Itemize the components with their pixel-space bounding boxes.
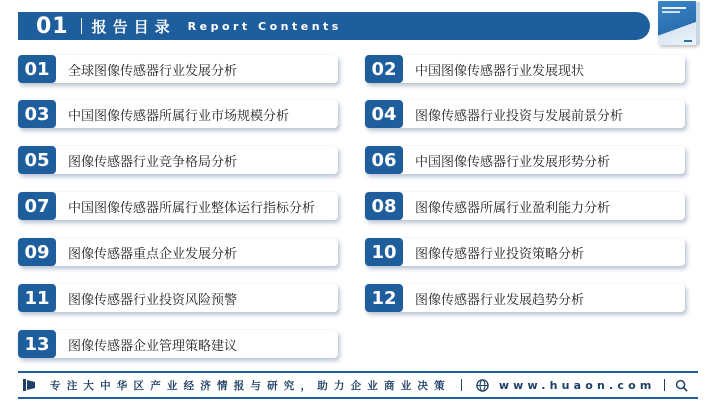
toc-number-badge: 12 bbox=[365, 284, 403, 312]
toc-item-11[interactable] bbox=[18, 284, 338, 312]
toc-item-08[interactable] bbox=[365, 192, 685, 220]
page-subtitle: Report Contents bbox=[187, 19, 342, 33]
toc-number-badge: 03 bbox=[18, 100, 56, 128]
footer-divider bbox=[664, 379, 665, 391]
footer-divider bbox=[461, 379, 462, 391]
toc-number-badge: 06 bbox=[365, 146, 403, 174]
toc-item-label: 图像传感器所属行业盈利能力分析 bbox=[415, 200, 611, 216]
toc-item-label: 图像传感器重点企业发展分析 bbox=[68, 246, 238, 262]
toc-item-label: 图像传感器行业竞争格局分析 bbox=[68, 154, 238, 170]
search-icon[interactable] bbox=[675, 379, 688, 392]
footer-slogan: 专注大中华区产业经济情报与研究，助力企业商业决策 bbox=[50, 379, 451, 392]
toc-item-label: 中国图像传感器所属行业整体运行指标分析 bbox=[68, 200, 316, 216]
toc-item-label: 中国图像传感器行业发展现状 bbox=[415, 63, 585, 79]
toc-number-badge: 04 bbox=[365, 100, 403, 128]
toc-item-label: 中国图像传感器行业发展形势分析 bbox=[415, 154, 611, 170]
toc-item-13[interactable] bbox=[18, 330, 338, 358]
toc-item-label: 图像传感器行业投资策略分析 bbox=[415, 246, 585, 262]
toc-number-badge: 13 bbox=[18, 330, 56, 358]
book-cover-icon bbox=[652, 0, 702, 46]
toc-item-10[interactable] bbox=[365, 238, 685, 266]
toc-item-06[interactable] bbox=[365, 146, 685, 174]
toc-item-05[interactable] bbox=[18, 146, 338, 174]
section-number: 01 bbox=[36, 13, 69, 39]
toc-item-label: 图像传感器行业投资与发展前景分析 bbox=[415, 108, 624, 124]
website-link[interactable]: www.huaon.com bbox=[498, 378, 656, 392]
footer bbox=[18, 374, 698, 396]
toc-number-badge: 10 bbox=[365, 238, 403, 266]
toc-item-07[interactable] bbox=[18, 192, 338, 220]
toc-item-09[interactable] bbox=[18, 238, 338, 266]
toc-item-04[interactable] bbox=[365, 100, 685, 128]
toc-number-badge: 05 bbox=[18, 146, 56, 174]
logo-icon bbox=[22, 378, 36, 392]
footer-top-divider bbox=[18, 371, 698, 373]
header-divider bbox=[81, 18, 82, 34]
toc-item-02[interactable] bbox=[365, 55, 685, 83]
toc-item-label: 图像传感器行业发展趋势分析 bbox=[415, 292, 585, 308]
toc-item-03[interactable] bbox=[18, 100, 338, 128]
page-title: 报告目录 bbox=[91, 17, 176, 36]
toc-item-01[interactable] bbox=[18, 55, 338, 83]
toc-item-label: 图像传感器行业投资风险预警 bbox=[68, 292, 238, 308]
toc-number-badge: 08 bbox=[365, 192, 403, 220]
header-bar bbox=[18, 12, 650, 40]
toc-number-badge: 11 bbox=[18, 284, 56, 312]
toc-item-label: 全球图像传感器行业发展分析 bbox=[68, 63, 238, 79]
toc-number-badge: 07 bbox=[18, 192, 56, 220]
toc-number-badge: 01 bbox=[18, 55, 56, 83]
toc-item-12[interactable] bbox=[365, 284, 685, 312]
toc-number-badge: 02 bbox=[365, 55, 403, 83]
toc-number-badge: 09 bbox=[18, 238, 56, 266]
footer-bottom-divider bbox=[18, 397, 698, 399]
toc-item-label: 图像传感器企业管理策略建议 bbox=[68, 338, 238, 354]
globe-icon bbox=[476, 379, 489, 392]
toc-item-label: 中国图像传感器所属行业市场规模分析 bbox=[68, 108, 290, 124]
